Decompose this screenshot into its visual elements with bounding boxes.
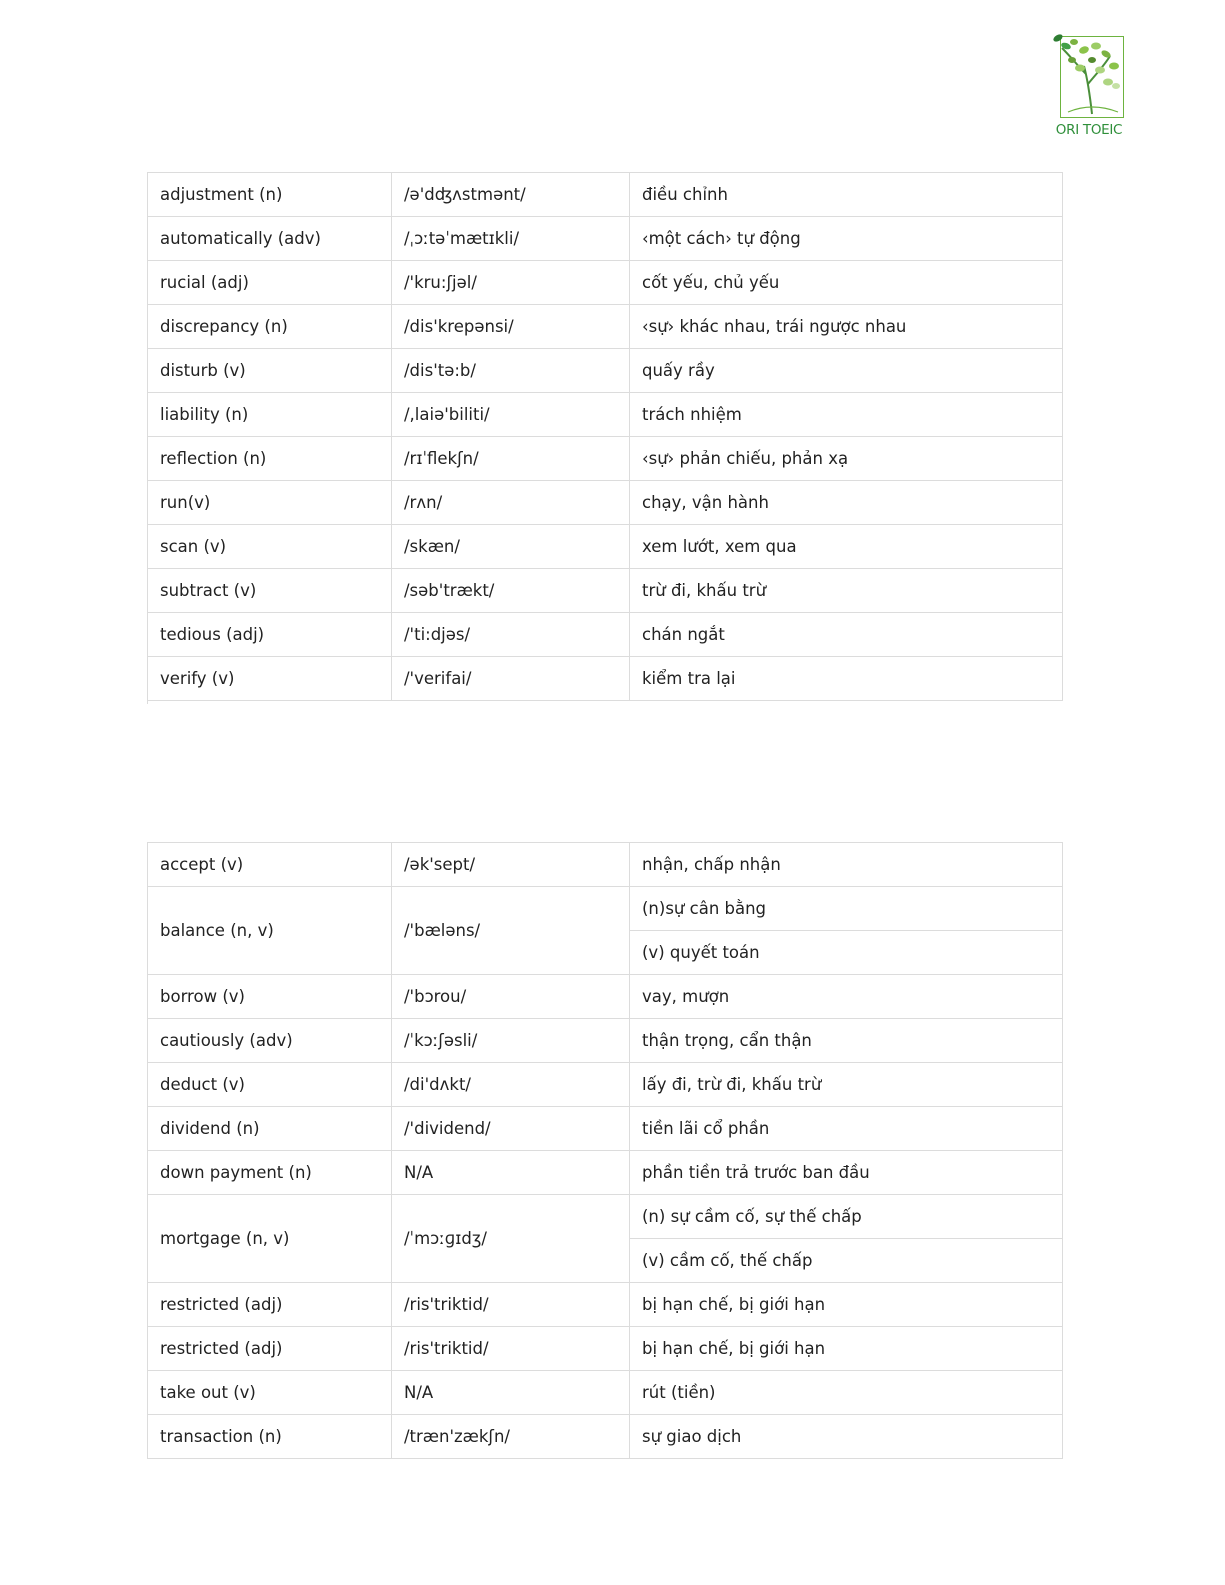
table-row [148,481,1063,525]
vocab-ipa: /dis'tə:b/ [392,349,630,393]
vocab-ipa: /ris'triktid/ [392,1283,630,1327]
vocab-ipa: /skæn/ [392,525,630,569]
table-row [148,843,1063,887]
vocab-word: dividend (n) [148,1107,392,1151]
table-row [148,1327,1063,1371]
table-row [148,1415,1063,1459]
table-row [148,1019,1063,1063]
vocab-meaning: phần tiền trả trước ban đầu [630,1151,1063,1195]
table-row [148,437,1063,481]
table-row [148,261,1063,305]
vocab-ipa: /ˈmɔːɡɪdʒ/ [392,1195,630,1283]
table-row [148,217,1063,261]
vocab-ipa: /ris'triktid/ [392,1327,630,1371]
vocab-word: balance (n, v) [148,887,392,975]
vocab-ipa: /di'dʌkt/ [392,1063,630,1107]
vocab-word: verify (v) [148,657,392,701]
table-row [148,613,1063,657]
table-row [148,1283,1063,1327]
vocab-word: mortgage (n, v) [148,1195,392,1283]
vocab-ipa: /rɪˈflekʃn/ [392,437,630,481]
table-row [148,657,1063,701]
vocab-word: discrepancy (n) [148,305,392,349]
table-row [148,1107,1063,1151]
vocab-meaning: thận trọng, cẩn thận [630,1019,1063,1063]
vocab-meaning: trách nhiệm [630,393,1063,437]
vocab-ipa: /'bɔrou/ [392,975,630,1019]
vocab-table-1 [147,172,1063,701]
vocab-meaning: bị hạn chế, bị giới hạn [630,1327,1063,1371]
table-row [148,349,1063,393]
vocab-meaning: rút (tiền) [630,1371,1063,1415]
table-row [148,525,1063,569]
table-row [148,305,1063,349]
tree-icon [1044,26,1134,126]
vocab-ipa: /'bæləns/ [392,887,630,975]
vocab-meaning: kiểm tra lại [630,657,1063,701]
table-row [148,393,1063,437]
table-row [148,1151,1063,1195]
vocab-word: take out (v) [148,1371,392,1415]
vocab-word: disturb (v) [148,349,392,393]
vocab-meaning: tiền lãi cổ phần [630,1107,1063,1151]
vocab-meaning: (n) sự cầm cố, sự thế chấp [630,1195,1063,1239]
ori-toeic-logo [1044,26,1134,151]
vocab-meaning: (n)sự cân bằng [630,887,1063,931]
vocab-ipa: /ˈkɔːʃəsli/ [392,1019,630,1063]
vocab-ipa: /ə'dʤʌstmənt/ [392,173,630,217]
vocab-ipa: N/A [392,1371,630,1415]
vocab-meaning: chán ngắt [630,613,1063,657]
vocab-ipa: /træn'zækʃn/ [392,1415,630,1459]
vocab-word: borrow (v) [148,975,392,1019]
vocab-word: subtract (v) [148,569,392,613]
vocab-word: scan (v) [148,525,392,569]
vocab-ipa: /'ti:djəs/ [392,613,630,657]
vocab-table-2 [147,842,1063,1459]
vocab-ipa: /'dividend/ [392,1107,630,1151]
vocab-word: automatically (adv) [148,217,392,261]
table-1-tail [147,700,148,704]
vocab-meaning: xem lướt, xem qua [630,525,1063,569]
vocab-meaning: bị hạn chế, bị giới hạn [630,1283,1063,1327]
vocab-word: tedious (adj) [148,613,392,657]
vocab-meaning: điều chỉnh [630,173,1063,217]
vocab-ipa: /dis'krepənsi/ [392,305,630,349]
vocab-ipa: /ˌɔːtəˈmætɪkli/ [392,217,630,261]
vocab-meaning: ‹sự› khác nhau, trái ngược nhau [630,305,1063,349]
vocab-word: restricted (adj) [148,1327,392,1371]
vocab-word: accept (v) [148,843,392,887]
vocab-word: cautiously (adv) [148,1019,392,1063]
table-row [148,887,1063,931]
table-row [148,1371,1063,1415]
vocab-meaning: (v) quyết toán [630,931,1063,975]
table-row [148,1195,1063,1239]
vocab-ipa: N/A [392,1151,630,1195]
vocab-meaning: quấy rầy [630,349,1063,393]
vocab-meaning: ‹một cách› tự động [630,217,1063,261]
vocab-word: transaction (n) [148,1415,392,1459]
vocab-meaning: sự giao dịch [630,1415,1063,1459]
table-row [148,975,1063,1019]
vocab-word: restricted (adj) [148,1283,392,1327]
vocab-ipa: /ək'sept/ [392,843,630,887]
vocab-word: run(v) [148,481,392,525]
table-row [148,1063,1063,1107]
vocab-ipa: /rʌn/ [392,481,630,525]
vocab-word: reflection (n) [148,437,392,481]
vocab-meaning: (v) cầm cố, thế chấp [630,1239,1063,1283]
vocab-meaning: chạy, vận hành [630,481,1063,525]
table-row [148,173,1063,217]
table-row [148,569,1063,613]
vocab-meaning: ‹sự› phản chiếu, phản xạ [630,437,1063,481]
vocab-meaning: cốt yếu, chủ yếu [630,261,1063,305]
vocab-word: liability (n) [148,393,392,437]
vocab-ipa: /'verifai/ [392,657,630,701]
vocab-meaning: trừ đi, khấu trừ [630,569,1063,613]
vocab-meaning: nhận, chấp nhận [630,843,1063,887]
vocab-word: down payment (n) [148,1151,392,1195]
vocab-word: rucial (adj) [148,261,392,305]
vocab-meaning: vay, mượn [630,975,1063,1019]
vocab-word: deduct (v) [148,1063,392,1107]
vocab-ipa: /'kru:ʃjəl/ [392,261,630,305]
vocab-ipa: /səb'trækt/ [392,569,630,613]
vocab-meaning: lấy đi, trừ đi, khấu trừ [630,1063,1063,1107]
vocab-word: adjustment (n) [148,173,392,217]
vocab-ipa: /,laiə'biliti/ [392,393,630,437]
logo-name: ORI TOEIC [1055,122,1123,138]
